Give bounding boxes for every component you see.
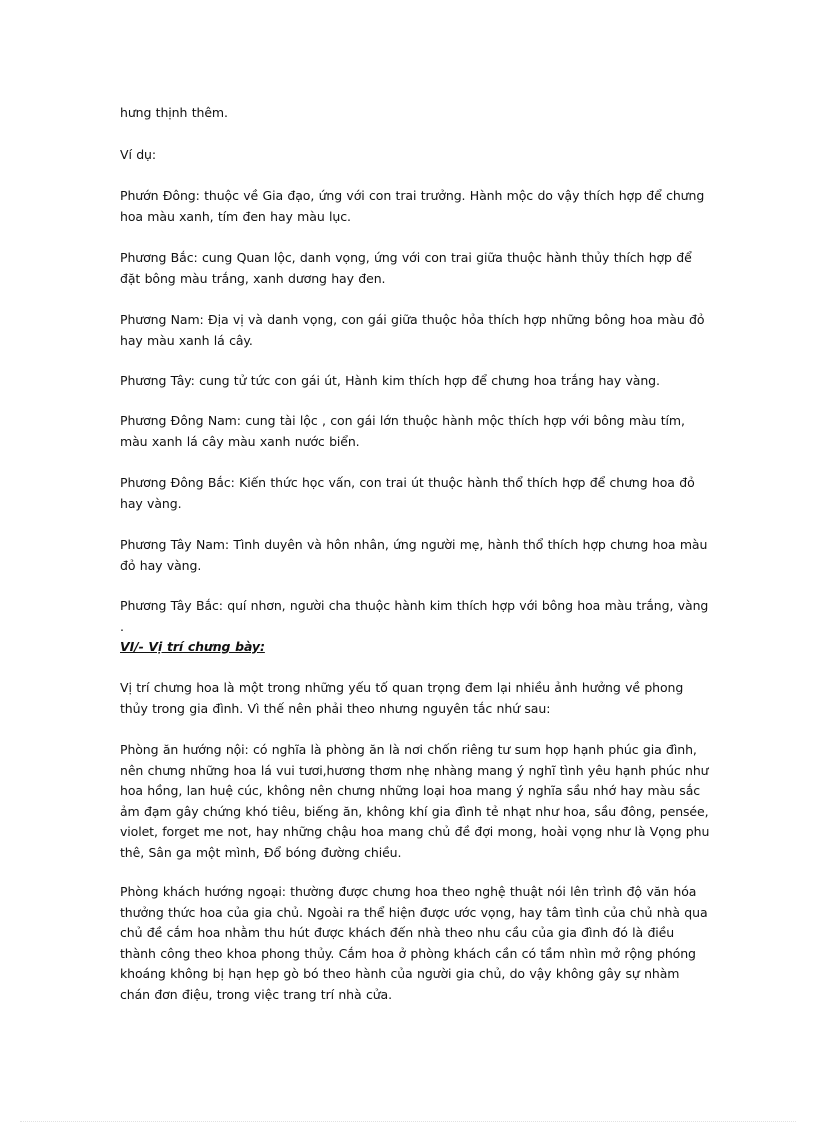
- paragraph-display-position-intro: Vị trí chưng hoa là một trong những yếu tố quan trọng đem lại nhiều ảnh hưởng về phong thủy trong gia đình. Vì thế nên phải theo nhưng nguyên tắc nhứ sau:: [120, 680, 684, 716]
- paragraph-example-label: Ví dụ:: [120, 147, 156, 162]
- paragraph-north-direction: Phương Bắc: cung Quan lộc, danh vọng, ứng với con trai giữa thuộc hành thủy thích hợp để đặt bông màu trắng, xanh dương hay đen.: [120, 250, 692, 286]
- paragraph-south-direction: Phương Nam: Địa vị và danh vọng, con gái giữa thuộc hỏa thích hợp những bông hoa màu đỏ hay màu xanh lá cây.: [120, 312, 705, 348]
- paragraph-living-room: Phòng khách hướng ngoại: thường được chưng hoa theo nghệ thuật nói lên trình độ văn hóa thưởng thức hoa của gia chủ. Ngoài ra thể hiện được ước vọng, hay tâm tình của chủ nhà qua chủ đề cắm hoa nhằm thu hút được khách đến nhà theo nhu cầu của gia đình đó là điều thành công theo khoa phong thủy. Cắm hoa ở phòng khách cần có tầm nhìn mở rộng phóng khoáng không bị hạn hẹp gò bó theo hành của người gia chủ, do vậy không gây sự nhàm chán đơn điệu, trong việc trang trí nhà cửa.: [120, 884, 708, 1002]
- page-bottom-divider: [20, 1121, 796, 1122]
- paragraph-northeast-direction: Phương Đông Bắc: Kiến thức học vấn, con trai út thuộc hành thổ thích hợp để chưng hoa đỏ hay vàng.: [120, 475, 695, 511]
- paragraph-southeast-direction: Phương Đông Nam: cung tài lộc , con gái lớn thuộc hành mộc thích hợp với bông màu tím, màu xanh lá cây màu xanh nước biển.: [120, 413, 685, 449]
- paragraph-intro-continuation: hưng thịnh thêm.: [120, 105, 228, 120]
- paragraph-southwest-direction: Phương Tây Nam: Tình duyên và hôn nhân, ứng người mẹ, hành thổ thích hợp chưng hoa màu đỏ hay vàng.: [120, 537, 708, 573]
- paragraph-northwest-direction: Phương Tây Bắc: quí nhơn, người cha thuộc hành kim thích hợp với bông hoa màu trắng, vàng .: [120, 598, 709, 634]
- paragraph-west-direction: Phương Tây: cung tử tức con gái út, Hành kim thích hợp để chưng hoa trắng hay vàng.: [120, 373, 660, 388]
- section-heading-display-position: VI/- Vị trí chưng bày:: [120, 639, 265, 654]
- paragraph-dining-room: Phòng ăn hướng nội: có nghĩa là phòng ăn là nơi chốn riêng tư sum họp hạnh phúc gia đình, nên chưng những hoa lá vui tươi,hương thơm nhẹ nhàng mang ý nghĩ tình yêu hạnh phúc như hoa hồng, lan huệ cúc, không nên chưng những loại hoa mang ý nghĩa sầu nhớ hay màu sắc ảm đạm gây chứng khó tiêu, biếng ăn, không khí gia đình tẻ nhạt như hoa, sầu đông, pensée, violet, forget me not, hay những chậu hoa mang chủ đề đợi mong, hoài vọng như là Vọng phu thê, Sân ga một mình, Đổ bóng đường chiều.: [120, 742, 710, 860]
- paragraph-east-direction: Phướn Đông: thuộc về Gia đạo, ứng với con trai trưởng. Hành mộc do vậy thích hợp để chưng hoa màu xanh, tím đen hay màu lục.: [120, 188, 705, 224]
